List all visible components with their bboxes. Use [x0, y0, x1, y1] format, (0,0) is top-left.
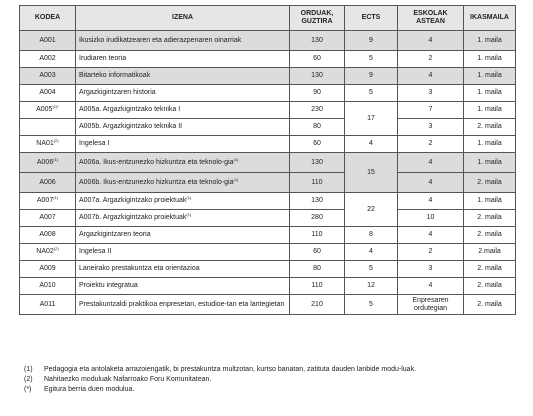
table-row: [20, 68, 516, 85]
table-row: [20, 227, 516, 244]
footnote-mark: (*): [24, 386, 32, 393]
code-cell: A010: [20, 278, 76, 295]
code-cell: [20, 136, 76, 153]
footnote-text: Pedagogia eta antolaketa arrazoiengatik, bi prestakuntza multzotan, kurtso banatan, zatituta dauden lanbide modu-luak.: [44, 366, 417, 373]
code-text: NA01: [36, 140, 54, 147]
code-text: A005: [36, 106, 53, 113]
table-row: [20, 85, 516, 102]
code-footnote: (1)*: [52, 104, 59, 109]
year-cell: 1. maila: [464, 193, 516, 210]
name-footnote: (1): [186, 195, 192, 200]
name-cell: Proiektu integratua: [76, 278, 290, 295]
table-row: [20, 31, 516, 51]
name-cell: Argazkigintzaren teoria: [76, 227, 290, 244]
weekly-cell: 4: [398, 173, 464, 193]
table-row: [20, 136, 516, 153]
name-cell: Bitarteko informatikoak: [76, 68, 290, 85]
name-cell: [76, 153, 290, 173]
table-row: [20, 261, 516, 278]
year-cell: 2. maila: [464, 210, 516, 227]
name-cell: Ikusizko irudikatzearen eta adierazpenaren oinarriak: [76, 31, 290, 51]
header-name: IZENA: [76, 6, 290, 31]
ects-cell: 15: [345, 153, 398, 193]
year-cell: 2. maila: [464, 173, 516, 193]
hours-cell: 230: [290, 102, 345, 119]
footnote-2: [24, 375, 514, 385]
name-text: A006b. Ikus-entzunezko hizkuntza eta teknolo-gia: [79, 178, 234, 186]
year-cell: 1. maila: [464, 68, 516, 85]
footnote-1: [24, 365, 514, 375]
year-cell: 1. maila: [464, 136, 516, 153]
code-cell: A002: [20, 51, 76, 68]
table-row: [20, 102, 516, 119]
year-cell: 1. maila: [464, 51, 516, 68]
weekly-cell: 10: [398, 210, 464, 227]
year-cell: 2. maila: [464, 227, 516, 244]
weekly-cell: 4: [398, 227, 464, 244]
ects-cell: 17: [345, 102, 398, 136]
code-cell: A006: [20, 173, 76, 193]
weekly-cell: 4: [398, 31, 464, 51]
header-weekly: ESKOLAK ASTEAN: [398, 6, 464, 31]
code-footnote: (1): [53, 156, 59, 162]
code-footnote: (2): [53, 246, 59, 251]
table-row: [20, 173, 516, 193]
year-cell: 2.maila: [464, 244, 516, 261]
footnotes: [24, 365, 514, 395]
code-text: A007: [36, 197, 54, 204]
name-cell: Laneirako prestakuntza eta orientazioa: [76, 261, 290, 278]
name-footnote: (1): [233, 176, 239, 182]
modules-table: [19, 5, 516, 315]
weekly-cell: Enpresaren ordutegian: [398, 295, 464, 315]
weekly-cell: 3: [398, 119, 464, 136]
code-footnote: (2): [53, 138, 59, 143]
table-row: [20, 210, 516, 227]
hours-cell: 130: [290, 68, 345, 85]
name-cell: Prestakuntzaldi praktikoa enpresetan, estudioe-tan eta lantegietan: [76, 295, 290, 315]
name-cell: Ingelesa I: [76, 136, 290, 153]
weekly-cell: 3: [398, 261, 464, 278]
weekly-cell: 4: [398, 68, 464, 85]
hours-cell: 110: [290, 227, 345, 244]
weekly-cell: 2: [398, 136, 464, 153]
name-footnote: (1): [233, 156, 239, 162]
hours-cell: 130: [290, 153, 345, 173]
header-hours: ORDUAK, GUZTIRA: [290, 6, 345, 31]
table-row: [20, 119, 516, 136]
code-text: NA02: [36, 248, 54, 255]
year-cell: 1. maila: [464, 31, 516, 51]
weekly-cell: 2: [398, 244, 464, 261]
ects-cell: 5: [345, 261, 398, 278]
weekly-cell: 7: [398, 102, 464, 119]
name-cell: A005b. Argazkigintzako teknika II: [76, 119, 290, 136]
code-footnote: (1): [53, 195, 59, 200]
header-code: KODEA: [20, 6, 76, 31]
hours-cell: 110: [290, 278, 345, 295]
code-cell: [20, 119, 76, 136]
footnote-text: Egitura berria duen modulua.: [44, 386, 135, 393]
weekly-cell: 2: [398, 51, 464, 68]
table-row: [20, 278, 516, 295]
hours-cell: 80: [290, 261, 345, 278]
header-year: IKASMAILA: [464, 6, 516, 31]
hours-cell: 280: [290, 210, 345, 227]
footnote-3: [24, 385, 514, 395]
name-text: A007a. Argazkigintzako proiektuak: [79, 197, 187, 204]
ects-cell: 5: [345, 85, 398, 102]
footnote-text: Nahitaezko moduluak Nafarroako Foru Komunitatean.: [44, 376, 212, 383]
name-cell: Argazkigintzaren historia: [76, 85, 290, 102]
hours-cell: 110: [290, 173, 345, 193]
curriculum-table-container: [19, 5, 515, 315]
name-cell: [76, 193, 290, 210]
footnote-mark: (2): [24, 376, 33, 383]
name-cell: Irudiaren teoria: [76, 51, 290, 68]
hours-cell: 210: [290, 295, 345, 315]
name-footnote: (1): [186, 212, 192, 217]
table-row: [20, 193, 516, 210]
ects-cell: 8: [345, 227, 398, 244]
name-text: A007b. Argazkigintzako proiektuak: [79, 214, 187, 221]
table-row: [20, 153, 516, 173]
hours-cell: 130: [290, 193, 345, 210]
code-text: A006: [36, 158, 54, 166]
year-cell: 2. maila: [464, 295, 516, 315]
code-cell: [20, 153, 76, 173]
ects-cell: 22: [345, 193, 398, 227]
weekly-cell: 3: [398, 85, 464, 102]
code-cell: A003: [20, 68, 76, 85]
hours-cell: 130: [290, 31, 345, 51]
year-cell: 1. maila: [464, 102, 516, 119]
name-cell: Ingelesa II: [76, 244, 290, 261]
year-cell: 1. maila: [464, 85, 516, 102]
ects-cell: 9: [345, 31, 398, 51]
hours-cell: 80: [290, 119, 345, 136]
hours-cell: 60: [290, 244, 345, 261]
ects-cell: 9: [345, 68, 398, 85]
code-cell: A011: [20, 295, 76, 315]
weekly-cell: 4: [398, 193, 464, 210]
weekly-cell: 4: [398, 278, 464, 295]
name-cell: A005a. Argazkigintzako teknika I: [76, 102, 290, 119]
hours-cell: 90: [290, 85, 345, 102]
name-text: A006a. Ikus-entzunezko hizkuntza eta teknolo-gia: [79, 158, 234, 166]
ects-cell: 12: [345, 278, 398, 295]
footnote-mark: (1): [24, 366, 33, 373]
weekly-cell: 4: [398, 153, 464, 173]
name-cell: [76, 210, 290, 227]
table-row: [20, 51, 516, 68]
code-cell: A008: [20, 227, 76, 244]
table-header-row: [20, 6, 516, 31]
code-cell: [20, 244, 76, 261]
header-ects: ECTS: [345, 6, 398, 31]
ects-cell: 5: [345, 51, 398, 68]
year-cell: 2. maila: [464, 261, 516, 278]
year-cell: 2. maila: [464, 119, 516, 136]
ects-cell: 4: [345, 136, 398, 153]
ects-cell: 4: [345, 244, 398, 261]
code-cell: A001: [20, 31, 76, 51]
name-cell: [76, 173, 290, 193]
code-cell: [20, 193, 76, 210]
code-cell: A009: [20, 261, 76, 278]
year-cell: 1. maila: [464, 153, 516, 173]
ects-cell: 5: [345, 295, 398, 315]
table-row: [20, 295, 516, 315]
code-cell: A007: [20, 210, 76, 227]
code-cell: [20, 102, 76, 119]
hours-cell: 60: [290, 51, 345, 68]
code-cell: A004: [20, 85, 76, 102]
year-cell: 2. maila: [464, 278, 516, 295]
table-row: [20, 244, 516, 261]
hours-cell: 60: [290, 136, 345, 153]
